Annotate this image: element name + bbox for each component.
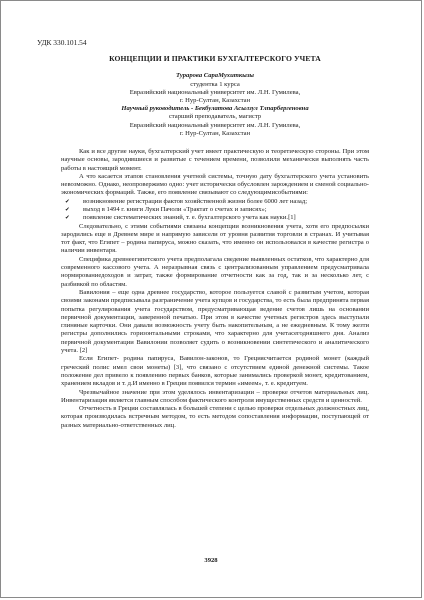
author-name: Турарова СараМухиткызы	[176, 72, 254, 80]
paragraph: Если Египет- родина папируса, Вавилон-законов, то Грециясчитается родиной монет (каждый греческий полис имел свои монеты) [3], что связано с отсутствием единой денежной системы. Такое положение дел привело к появлению первых банков, которые занимались проверкой монет, кредитованием, хранением вкладов и т. д.И именно в Греции появился термин «имеем», т. е. кредитуем.	[61, 355, 369, 388]
udk-code: УДК 330.101.54	[37, 38, 87, 47]
paragraph: Специфика древнеегипетского учета предполагала сведение выявленных остатков, что характерно для современного кассового учета. А неразрывная связь с централизованным управлением предусматривала нормированиедоходов и затрат, также формирование отчетности как за год, так и за несколько лет, с разбивкой по областям.	[61, 255, 369, 288]
article-body	[61, 148, 369, 430]
supervisor-city: г. Нур-Султан, Казахстан	[179, 129, 251, 137]
paragraph: Как и все другие науки, бухгалтерский учет имеет практическую и теоретическую стороны. При этом научные основы, зародившиеся и развитые с течением времени, позволили механически выполнять часть работы в настоящий момент.	[61, 147, 369, 172]
article-title: КОНЦЕПЦИИ И ПРАКТИКИ БУХГАЛТЕРСКОГО УЧЕТА	[109, 54, 321, 63]
supervisor-name: Научный руководитель - Бекбулатова Асылзул Тлпарбергеновна	[121, 105, 309, 113]
list-item: ✔ появление систематических знаний, т. е. бухгалтерского учета как науки.[1]	[61, 214, 369, 222]
paragraph: Следовательно, с этими событиями связаны концепции возникновения учета, хотя его предпосылки зародились еще в Древнем мире и напрямую зависели от уровня развития торговли в странах. И учитывая тот факт, что Египет – родина папируса, можно сказать, что именно он использовался в качестве регистра о наличии инвентаря.	[61, 222, 369, 255]
author-position: студентка 1 курса	[190, 80, 240, 88]
author-city: г. Нур-Султан, Казахстан	[179, 96, 251, 104]
event-list	[61, 198, 369, 223]
paragraph: Вавилония – еще одна древнее государство, которое пользуется славой с развитым учетом, которая своими законами предписывала разграничение учета купцов и государства, то есть была предпринята первая попытка регулирования учета государством, предусматривающая ведение счетов лишь на основании первичной документации, заверенной печатью. При этом в качестве учетных регистров здесь выступали глиняные карточки. Они давали возможность учету быть накопительным, а не ежедневным. К тому жезти регистры дополнились горизонтальными строками, что характерно для учетасегодняшнего дня. Анализ первичной документации Вавилонии позволяет судить о возникновении синтетического и аналитического учета. [2]	[61, 288, 369, 355]
paragraph: Чрезвычайное значение при этом уделялось инвентаризации – проверке отчетов материальных лиц. Инвентаризация является главным способом фактического контроля имущественных средств и ценностей.	[61, 388, 369, 404]
list-item: ✔ возникновение регистрации фактов хозяйственной жизни более 6000 лет назад;	[61, 198, 369, 206]
list-item: ✔ выход в 1494 г. книги Луки Пачоли «Трактат о счетах и записях»;	[61, 206, 369, 214]
author-university: Евразийский национальный университет им. Л.Н. Гумилева,	[129, 88, 301, 96]
supervisor-position: старший преподаватель, магистр	[168, 113, 262, 121]
article-content	[61, 39, 369, 430]
paragraph: А что касается этапов становления учетной системы, точную дату бухгалтерского учета установить невозможно. Однако, неопровержимо одно: учет исторически обусловлен зарождением и сменой социально-экономических формаций. Также, его появление связывают со следующимисобытиями:	[61, 172, 369, 197]
page-number: 3928	[204, 557, 218, 564]
supervisor-university: Евразийский национальный университет им. Л.Н. Гумилева,	[129, 121, 301, 129]
paragraph: Отчетность в Греции составлялась в большей степени с целью проверки отдельных должностных лиц, которая производилась встречным методом, то есть методом сопоставления информации, поступающей от разных материально-ответственных лиц.	[61, 405, 369, 429]
author-block	[61, 72, 369, 138]
